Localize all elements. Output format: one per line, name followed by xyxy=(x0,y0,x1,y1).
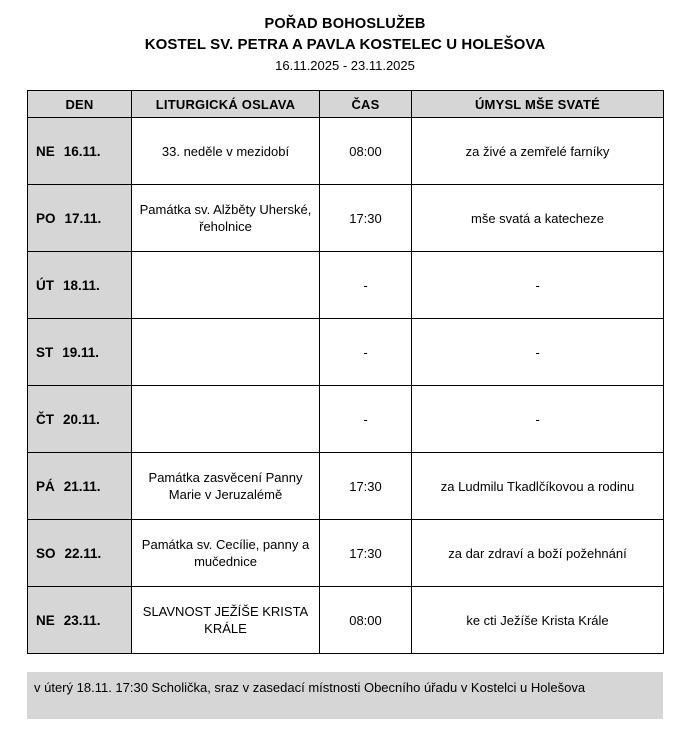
day-name: SO xyxy=(36,545,56,561)
day-date: 17.11. xyxy=(64,210,102,226)
cell-liturgicka-oslava xyxy=(132,319,320,386)
column-header-umysl-mse-svate: ÚMYSL MŠE SVATÉ xyxy=(412,91,664,118)
day-name: ST xyxy=(36,344,54,360)
table-body xyxy=(28,118,664,654)
cell-day xyxy=(28,252,132,319)
day-date: 20.11. xyxy=(63,411,100,427)
day-date: 23.11. xyxy=(63,612,101,628)
document-title: POŘAD BOHOSLUŽEB xyxy=(264,16,426,32)
day-date: 19.11. xyxy=(62,344,100,360)
day-name: ÚT xyxy=(36,277,54,293)
cell-umysl: za živé a zemřelé farníky xyxy=(412,118,664,185)
cell-cas: - xyxy=(320,252,412,319)
day-name: PO xyxy=(36,210,56,226)
cell-cas: 17:30 xyxy=(320,453,412,520)
cell-day xyxy=(28,587,132,654)
day-date: 22.11. xyxy=(64,545,102,561)
cell-day xyxy=(28,386,132,453)
cell-day xyxy=(28,118,132,185)
day-date: 18.11. xyxy=(63,277,100,293)
table-row xyxy=(28,185,664,252)
cell-cas: - xyxy=(320,319,412,386)
cell-day xyxy=(28,453,132,520)
cell-liturgicka-oslava: Památka sv. Alžběty Uherské, řeholnice xyxy=(132,185,320,252)
cell-cas: - xyxy=(320,386,412,453)
cell-cas: 17:30 xyxy=(320,520,412,587)
cell-cas: 08:00 xyxy=(320,118,412,185)
cell-liturgicka-oslava: Památka sv. Cecílie, panny a mučednice xyxy=(132,520,320,587)
cell-umysl: za dar zdraví a boží požehnání xyxy=(412,520,664,587)
cell-cas: 17:30 xyxy=(320,185,412,252)
day-name: ČT xyxy=(36,411,54,427)
table-row xyxy=(28,453,664,520)
cell-cas: 08:00 xyxy=(320,587,412,654)
schedule-table xyxy=(27,90,664,654)
day-date: 16.11. xyxy=(63,143,101,159)
cell-umysl: - xyxy=(412,386,664,453)
column-header-liturgicka-oslava: LITURGICKÁ OSLAVA xyxy=(132,91,320,118)
day-name: NE xyxy=(36,612,55,628)
day-name: PÁ xyxy=(36,478,55,494)
document-subtitle-church: KOSTEL SV. PETRA A PAVLA KOSTELEC U HOLEŠOVA xyxy=(144,36,546,53)
table-row xyxy=(28,252,664,319)
cell-umysl: za Ludmilu Tkadlčíkovou a rodinu xyxy=(412,453,664,520)
schedule-table-wrapper xyxy=(27,90,663,654)
document-date-range: 16.11.2025 - 23.11.2025 xyxy=(275,58,415,73)
table-row xyxy=(28,386,664,453)
cell-liturgicka-oslava xyxy=(132,386,320,453)
cell-liturgicka-oslava: 33. neděle v mezidobí xyxy=(132,118,320,185)
footer-note: v úterý 18.11. 17:30 Scholička, sraz v zasedací místnosti Obecního úřadu v Kostelci u Holešova xyxy=(27,672,663,719)
cell-umysl: ke cti Ježíše Krista Krále xyxy=(412,587,664,654)
cell-day xyxy=(28,520,132,587)
column-header-cas: ČAS xyxy=(320,91,412,118)
cell-umysl: - xyxy=(412,252,664,319)
day-name: NE xyxy=(36,143,55,159)
cell-liturgicka-oslava: SLAVNOST JEŽÍŠE KRISTA KRÁLE xyxy=(132,587,320,654)
table-row xyxy=(28,118,664,185)
day-date: 21.11. xyxy=(63,478,101,494)
cell-umysl: mše svatá a katecheze xyxy=(412,185,664,252)
cell-umysl: - xyxy=(412,319,664,386)
cell-liturgicka-oslava xyxy=(132,252,320,319)
table-row xyxy=(28,587,664,654)
table-row xyxy=(28,319,664,386)
document-header xyxy=(0,0,690,76)
table-header-row xyxy=(28,91,664,118)
cell-day xyxy=(28,319,132,386)
column-header-den: DEN xyxy=(28,91,132,118)
cell-liturgicka-oslava: Památka zasvěcení Panny Marie v Jeruzalémě xyxy=(132,453,320,520)
cell-day xyxy=(28,185,132,252)
table-row xyxy=(28,520,664,587)
